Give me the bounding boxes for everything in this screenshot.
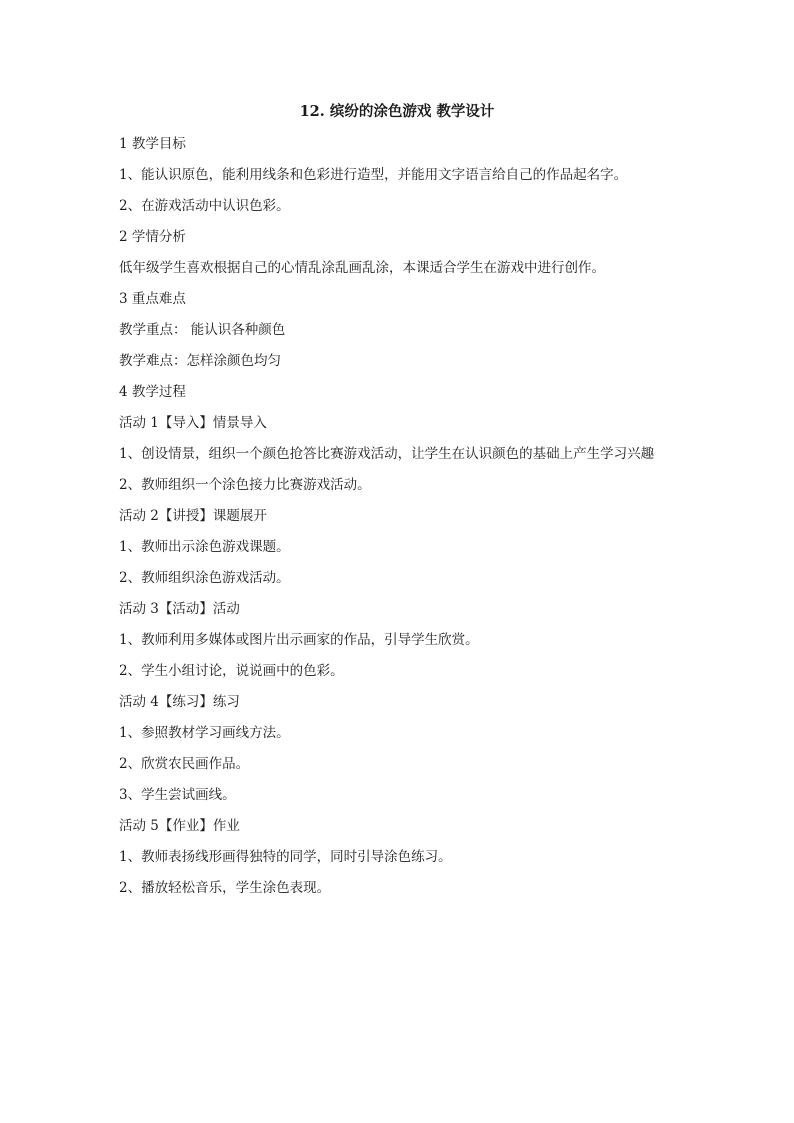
paragraph-line: 1、教师表扬线形画得独特的同学，同时引导涂色练习。 bbox=[119, 849, 452, 865]
paragraph-line: 教学重点： 能认识各种颜色 bbox=[119, 322, 286, 338]
paragraph-line: 2、教师组织涂色游戏活动。 bbox=[119, 570, 290, 586]
paragraph-line: 1、教师出示涂色游戏课题。 bbox=[119, 539, 290, 555]
section-heading-process: 4 教学过程 bbox=[119, 384, 186, 400]
paragraph-line: 2、学生小组讨论，说说画中的色彩。 bbox=[119, 663, 344, 679]
paragraph-line: 1、教师利用多媒体或图片出示画家的作品，引导学生欣赏。 bbox=[119, 632, 479, 648]
activity-heading: 活动 2【讲授】课题展开 bbox=[119, 508, 267, 524]
paragraph-line: 1、参照教材学习画线方法。 bbox=[119, 725, 290, 741]
paragraph-line: 2、欣赏农民画作品。 bbox=[119, 756, 250, 772]
paragraph-line: 教学难点：怎样涂颜色均匀 bbox=[119, 353, 281, 369]
paragraph-line: 3、学生尝试画线。 bbox=[119, 787, 236, 803]
paragraph-line: 1、创设情景，组织一个颜色抢答比赛游戏活动，让学生在认识颜色的基础上产生学习兴趣 bbox=[119, 446, 655, 462]
paragraph-line: 1、能认识原色，能利用线条和色彩进行造型，并能用文字语言给自己的作品起名字。 bbox=[119, 167, 628, 183]
activity-heading: 活动 3【活动】活动 bbox=[119, 601, 240, 617]
activity-heading: 活动 5【作业】作业 bbox=[119, 818, 240, 834]
paragraph-line: 2、在游戏活动中认识色彩。 bbox=[119, 198, 290, 214]
paragraph-line: 2、播放轻松音乐，学生涂色表现。 bbox=[119, 880, 331, 896]
section-heading-key-points: 3 重点难点 bbox=[119, 291, 186, 307]
paragraph-line: 低年级学生喜欢根据自己的心情乱涂乱画乱涂，本课适合学生在游戏中进行创作。 bbox=[119, 260, 605, 276]
section-heading-objectives: 1 教学目标 bbox=[119, 136, 186, 152]
document-body bbox=[119, 131, 679, 906]
document-title: 12. 缤纷的涂色游戏 教学设计 bbox=[299, 103, 495, 120]
section-heading-analysis: 2 学情分析 bbox=[119, 229, 186, 245]
activity-heading: 活动 1【导入】情景导入 bbox=[119, 415, 267, 431]
activity-heading: 活动 4【练习】练习 bbox=[119, 694, 240, 710]
paragraph-line: 2、教师组织一个涂色接力比赛游戏活动。 bbox=[119, 477, 371, 493]
